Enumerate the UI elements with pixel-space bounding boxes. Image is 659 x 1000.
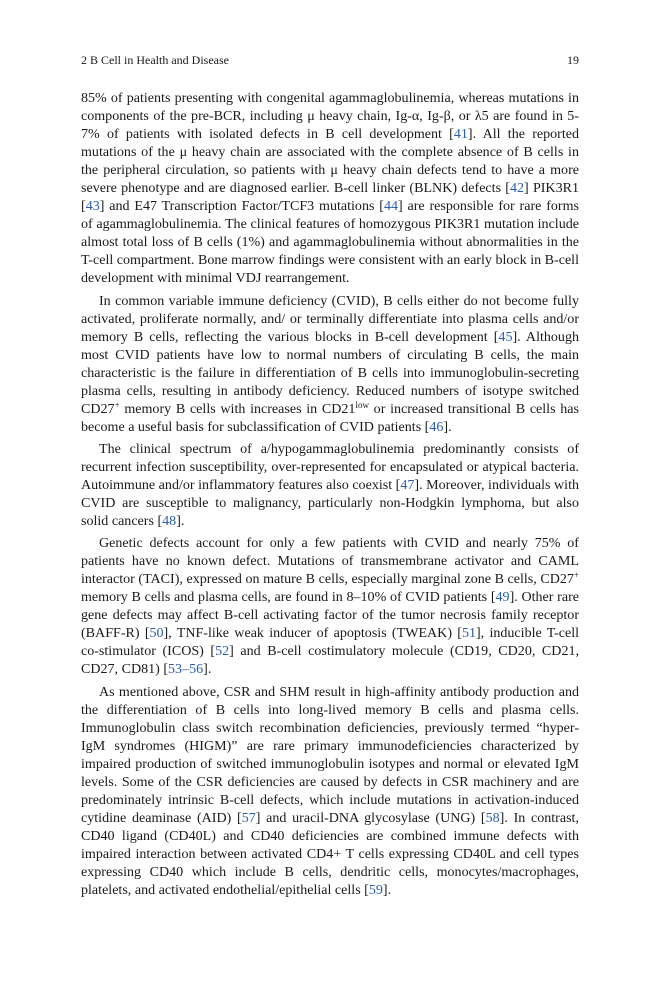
text-run: ], TNF-like weak inducer of apoptosis (TWEAK) [ <box>163 625 462 642</box>
paragraph-1 <box>81 89 579 288</box>
citation-link[interactable]: 58 <box>485 809 500 826</box>
text-run: memory B cells and plasma cells, are found in 8–10% of CVID patients [ <box>81 589 496 606</box>
text-run: ]. <box>176 513 185 530</box>
text-run: ]. Other rare gene defects may affect B-cell activating factor of the tumor necrosis family receptor (BAFF-R) [ <box>81 589 579 642</box>
paragraph-4 <box>81 534 579 678</box>
running-title: 2 B Cell in Health and Disease <box>81 53 229 67</box>
text-run: ], inducible T-cell co-stimulator (ICOS) [ <box>81 625 579 660</box>
text-run: ] and uracil-DNA glycosylase (UNG) [ <box>255 809 486 826</box>
text-run: ] are responsible for rare forms of agammaglobulinemia. The clinical features of homozygous PIK3R1 mutation include almost total loss of B cells (1%) and agammaglobulinemia without abnormalities in the T-cell compartment. Bone marrow findings were consistent with an early block in B-cell development with minimal VDJ rearrangement. <box>81 198 579 287</box>
citation-link[interactable]: 44 <box>383 198 398 215</box>
paragraph-2 <box>81 292 579 436</box>
paragraph-3 <box>81 440 579 530</box>
text-run: ]. <box>382 882 392 899</box>
text-run: ] and E47 Transcription Factor/TCF3 mutations [ <box>99 198 384 215</box>
citation-link[interactable]: 47 <box>400 476 415 493</box>
citation-link[interactable]: 53–56 <box>168 661 204 678</box>
citation-link[interactable]: 45 <box>498 328 513 345</box>
text-run: The clinical spectrum of a/hypogammaglobulinemia predominantly consists of recurrent infection susceptibility, over-represented for encapsulated or atypical bacteria. Autoimmune and/or inflammatory features also coexist [ <box>81 440 579 493</box>
citation-link[interactable]: 51 <box>461 625 476 642</box>
running-header <box>81 52 579 68</box>
text-run: Genetic defects account for only a few patients with CVID and nearly 75% of patients have no known defect. Mutations of transmembrane activator and CAML interactor (TACI), expressed on mature B cells, especially marginal zone B cells, CD27 <box>81 535 579 588</box>
citation-link[interactable]: 43 <box>85 198 100 215</box>
superscript: low <box>355 399 369 410</box>
superscript: + <box>573 570 579 581</box>
superscript: + <box>114 399 120 410</box>
text-run: ] PIK3R1 [ <box>81 180 579 215</box>
text-run: ] and B-cell costimulatory molecule (CD19, CD20, CD21, CD27, CD81) [ <box>81 643 579 678</box>
text-run: memory B cells with increases in CD21 <box>119 400 356 417</box>
text-run: As mentioned above, CSR and SHM result in high-affinity antibody production and the differentiation of B cells into long-lived memory B cells and plasma cells. Immunoglobulin class switch recombination deficiencies, previously termed “hyper-IgM syndromes (HIGM)” are rare primary immunodeficiencies characterized by impaired production of switched immunoglobulin isotypes and normal or elevated IgM levels. Some of the CSR deficiencies are caused by defects in CSR machinery and are predominately intrinsic B-cell defects, which include mutations in activation-induced cytidine deaminase (AID) [ <box>81 683 579 826</box>
citation-link[interactable]: 52 <box>215 643 230 660</box>
page-number: 19 <box>567 53 579 67</box>
text-run: In common variable immune deficiency (CVID), B cells either do not become fully activated, proliferate normally, and/ or terminally differentiate into plasma cells and/or memory B cells, reflecting the various blocks in B-cell development [ <box>81 292 579 345</box>
citation-link[interactable]: 49 <box>495 589 510 606</box>
citation-link[interactable]: 42 <box>509 180 525 197</box>
text-run: ]. Moreover, individuals with CVID are susceptible to malignancy, particularly non-Hodgkin lymphoma, but also solid cancers [ <box>81 476 579 530</box>
text-run: ]. Although most CVID patients have low to normal numbers of circulating B cells, the main characteristic is the failure in differentiation of B cells into immunoglobulin-secreting plasma cells, resulting in antibody deficiency. Reduced numbers of isotype switched CD27 <box>81 328 579 417</box>
citation-link[interactable]: 50 <box>149 625 164 642</box>
citation-link[interactable]: 59 <box>368 882 383 899</box>
text-run: ]. <box>443 418 452 435</box>
citation-link[interactable]: 57 <box>241 809 256 826</box>
text-run: ]. <box>203 661 212 678</box>
citation-link[interactable]: 41 <box>453 126 468 143</box>
body-text <box>81 89 579 899</box>
text-run: ]. In contrast, CD40 ligand (CD40L) and CD40 deficiencies are combined immune defects with impaired interaction between activated CD4+ T cells expressing CD40L and cell types expressing CD40 which include B cells, dendritic cells, monocytes/macrophages, platelets, and activated endothelial/epithelial cells [ <box>81 809 579 899</box>
citation-link[interactable]: 48 <box>162 513 177 530</box>
paragraph-5 <box>81 683 579 900</box>
citation-link[interactable]: 46 <box>429 418 444 435</box>
text-run: 85% of patients presenting with congenital agammaglobulinemia, whereas mutations in components of the pre-BCR, including μ heavy chain, Ig-α, Ig-β, or λ5 are found in 5-7% of patients with isolated defects in B cell development [ <box>81 90 579 143</box>
text-run: or increased transitional B cells has become a useful basis for subclassification of CVID patients [ <box>81 400 579 435</box>
text-run: ]. All the reported mutations of the μ heavy chain are associated with the complete absence of B cells in the peripheral circulation, so patients with μ heavy chain defects tend to have a more severe phenotype and are diagnosed earlier. B-cell linker (BLNK) defects [ <box>81 126 579 197</box>
